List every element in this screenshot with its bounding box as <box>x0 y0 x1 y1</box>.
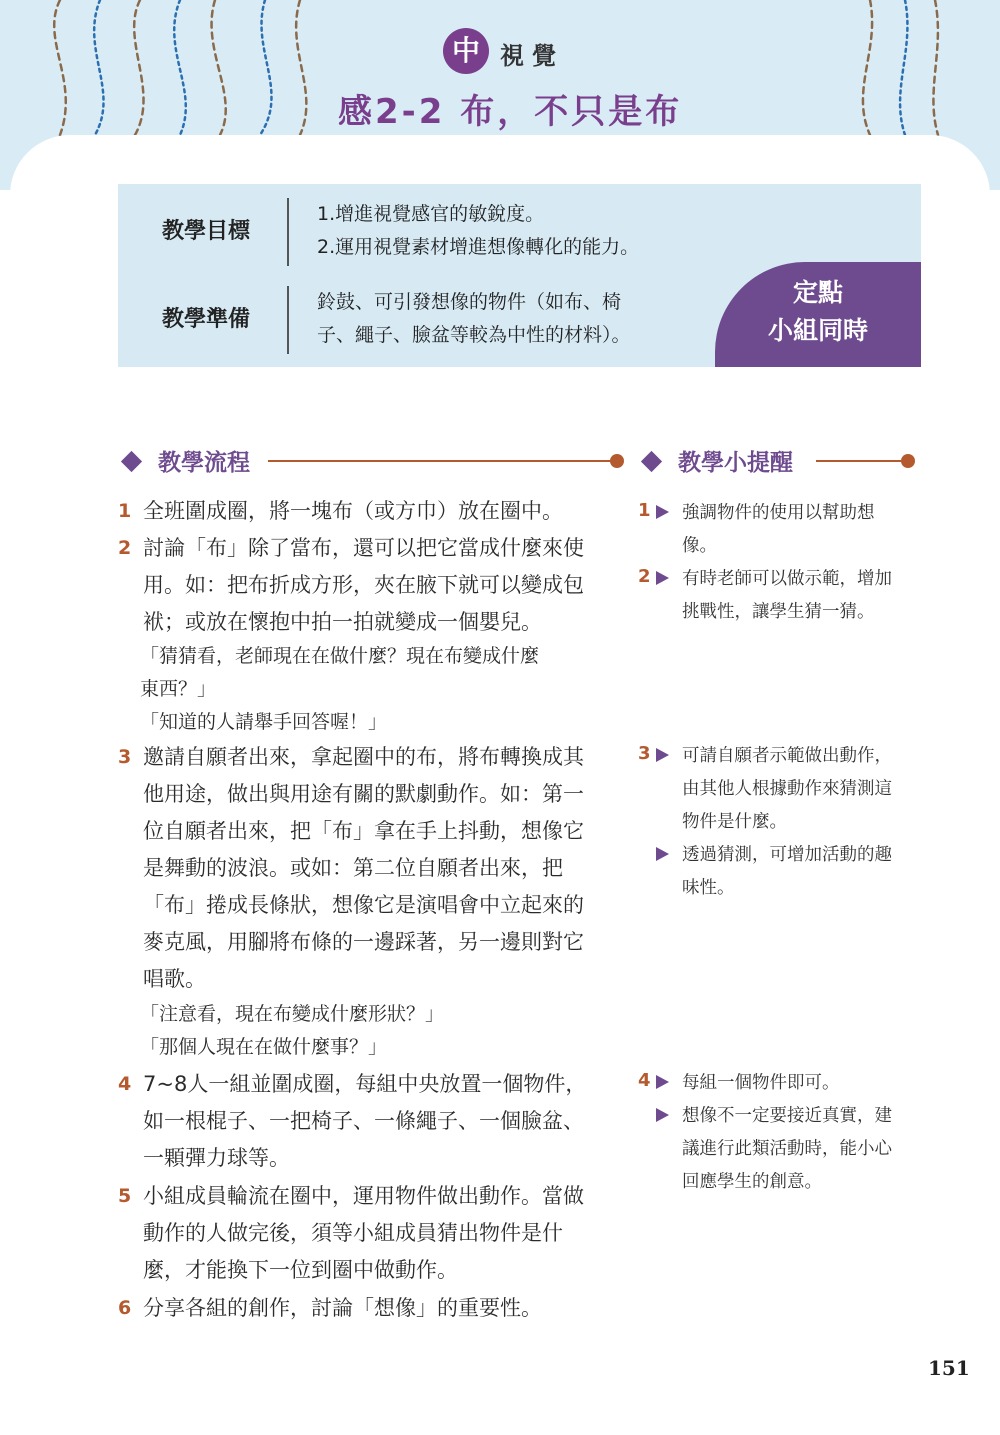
quote-line: 「注意看，現在布變成什麼形狀？」 <box>140 1003 445 1025</box>
arrow-icon <box>656 1075 669 1089</box>
tip-text <box>682 497 927 563</box>
prep-line: 子、繩子、臉盆等較為中性的材料）。 <box>317 324 631 346</box>
mode-text <box>758 274 878 350</box>
step-line: 唱歌。 <box>143 967 206 991</box>
step-line: 一顆彈力球等。 <box>143 1146 290 1170</box>
page-number: 151 <box>928 1356 970 1380</box>
tip-number: 4 <box>638 1070 651 1091</box>
mode-line: 小組同時 <box>767 316 868 345</box>
divider <box>287 286 289 354</box>
step-text <box>143 1178 584 1289</box>
arrow-icon <box>656 847 669 861</box>
prep-label: 教學準備 <box>162 307 251 332</box>
arrow-icon <box>656 1108 669 1122</box>
step-number: 3 <box>118 746 132 768</box>
step-number: 6 <box>118 1297 132 1319</box>
step-line: 位自願者出來，把「布」拿在手上抖動，想像它 <box>143 819 584 843</box>
step-line: 是舞動的波浪。或如：第二位自願者出來，把 <box>143 856 563 880</box>
step-text <box>143 739 584 998</box>
goal-text <box>317 198 639 264</box>
divider-line <box>268 460 613 462</box>
tip-number: 2 <box>638 566 651 587</box>
quote-block <box>140 998 444 1064</box>
tip-text <box>682 563 927 629</box>
divider-line <box>816 460 901 462</box>
step-line: 動作的人做完後，須等小組成員猜出物件是什 <box>143 1221 563 1245</box>
tip-line: 議進行此類活動時，能小心 <box>682 1139 892 1159</box>
tip-line: 回應學生的創意。 <box>682 1172 822 1192</box>
step-line: 他用途，做出與用途有關的默劇動作。如：第一 <box>143 782 584 806</box>
diamond-icon <box>641 451 662 472</box>
step-line: 邀請自願者出來，拿起圈中的布，將布轉換成其 <box>143 745 584 769</box>
tip-line: 物件是什麼。 <box>682 812 787 832</box>
diamond-icon <box>121 451 142 472</box>
tip-line: 強調物件的使用以幫助想 <box>682 503 875 523</box>
quote-block <box>140 640 539 739</box>
tip-line: 像。 <box>682 536 717 556</box>
step-text <box>143 530 584 641</box>
arrow-icon <box>656 505 669 519</box>
tip-text <box>682 1100 927 1199</box>
step-line: 分享各組的創作，討論「想像」的重要性。 <box>143 1296 542 1320</box>
tip-line: 有時老師可以做示範，增加 <box>682 569 892 589</box>
step-line: 麥克風，用腳將布條的一邊踩著，另一邊則對它 <box>143 930 584 954</box>
level-badge: 中 <box>443 28 489 74</box>
step-line: 如一根棍子、一把椅子、一條繩子、一個臉盆、 <box>143 1109 584 1133</box>
step-line: 全班圍成圈，將一塊布（或方巾）放在圈中。 <box>143 499 563 523</box>
step-number: 5 <box>118 1185 132 1207</box>
tip-line: 想像不一定要接近真實，建 <box>682 1106 892 1126</box>
flow-title: 教學流程 <box>158 450 250 476</box>
prep-line: 鈴鼓、可引發想像的物件（如布、椅 <box>317 291 622 313</box>
quote-line: 「那個人現在在做什麼事？」 <box>140 1036 388 1058</box>
tip-text <box>682 740 927 839</box>
quote-line: 「猜猜看，老師現在在做什麼？現在布變成什麼 <box>140 645 540 667</box>
step-text <box>143 1066 586 1177</box>
step-number: 1 <box>118 500 132 522</box>
tip-text <box>682 1067 927 1100</box>
mode-line: 定點 <box>792 278 843 307</box>
prep-text <box>317 286 631 352</box>
tip-line: 味性。 <box>682 878 735 898</box>
dot-icon <box>610 454 624 468</box>
step-line: 討論「布」除了當布，還可以把它當成什麼來使 <box>143 536 584 560</box>
step-line: 「布」捲成長條狀，想像它是演唱會中立起來的 <box>143 893 584 917</box>
step-text <box>143 1290 542 1327</box>
tip-number: 3 <box>638 743 651 764</box>
tip-line: 可請自願者示範做出動作， <box>682 746 892 766</box>
quote-line: 東西？」 <box>140 678 217 700</box>
tip-line: 挑戰性，讓學生猜一猜。 <box>682 602 875 622</box>
step-line: 7~8人一組並圍成圈，每組中央放置一個物件， <box>143 1072 587 1096</box>
divider <box>287 198 289 266</box>
step-text <box>143 493 563 530</box>
goal-line: 1.增進視覺感官的敏銳度。 <box>317 203 545 225</box>
objectives-box <box>118 184 921 367</box>
step-line: 麼，才能換下一位到圈中做動作。 <box>143 1258 458 1282</box>
step-line: 小組成員輪流在圈中，運用物件做出動作。當做 <box>143 1184 584 1208</box>
tip-line: 透過猜測，可增加活動的趣 <box>682 845 892 865</box>
goal-label: 教學目標 <box>162 219 251 244</box>
goal-line: 2.運用視覺素材增進想像轉化的能力。 <box>317 236 640 258</box>
arrow-icon <box>656 748 669 762</box>
tip-text <box>682 839 927 905</box>
tip-line: 每組一個物件即可。 <box>682 1073 840 1093</box>
arrow-icon <box>656 571 669 585</box>
step-line: 袱；或放在懷抱中拍一拍就變成一個嬰兒。 <box>143 610 542 634</box>
tips-title: 教學小提醒 <box>678 450 793 476</box>
tip-number: 1 <box>638 500 651 521</box>
quote-line: 「知道的人請舉手回答喔！」 <box>140 711 388 733</box>
step-number: 2 <box>118 537 132 559</box>
subject-label: 視覺 <box>500 42 564 70</box>
tip-line: 由其他人根據動作來猜測這 <box>682 779 892 799</box>
step-line: 用。如：把布折成方形，夾在腋下就可以變成包 <box>143 573 584 597</box>
page-title: 感2-2 布，不只是布 <box>338 92 683 132</box>
flow-section-header <box>120 444 625 478</box>
dot-icon <box>901 454 915 468</box>
tips-section-header <box>640 444 920 478</box>
step-number: 4 <box>118 1073 132 1095</box>
